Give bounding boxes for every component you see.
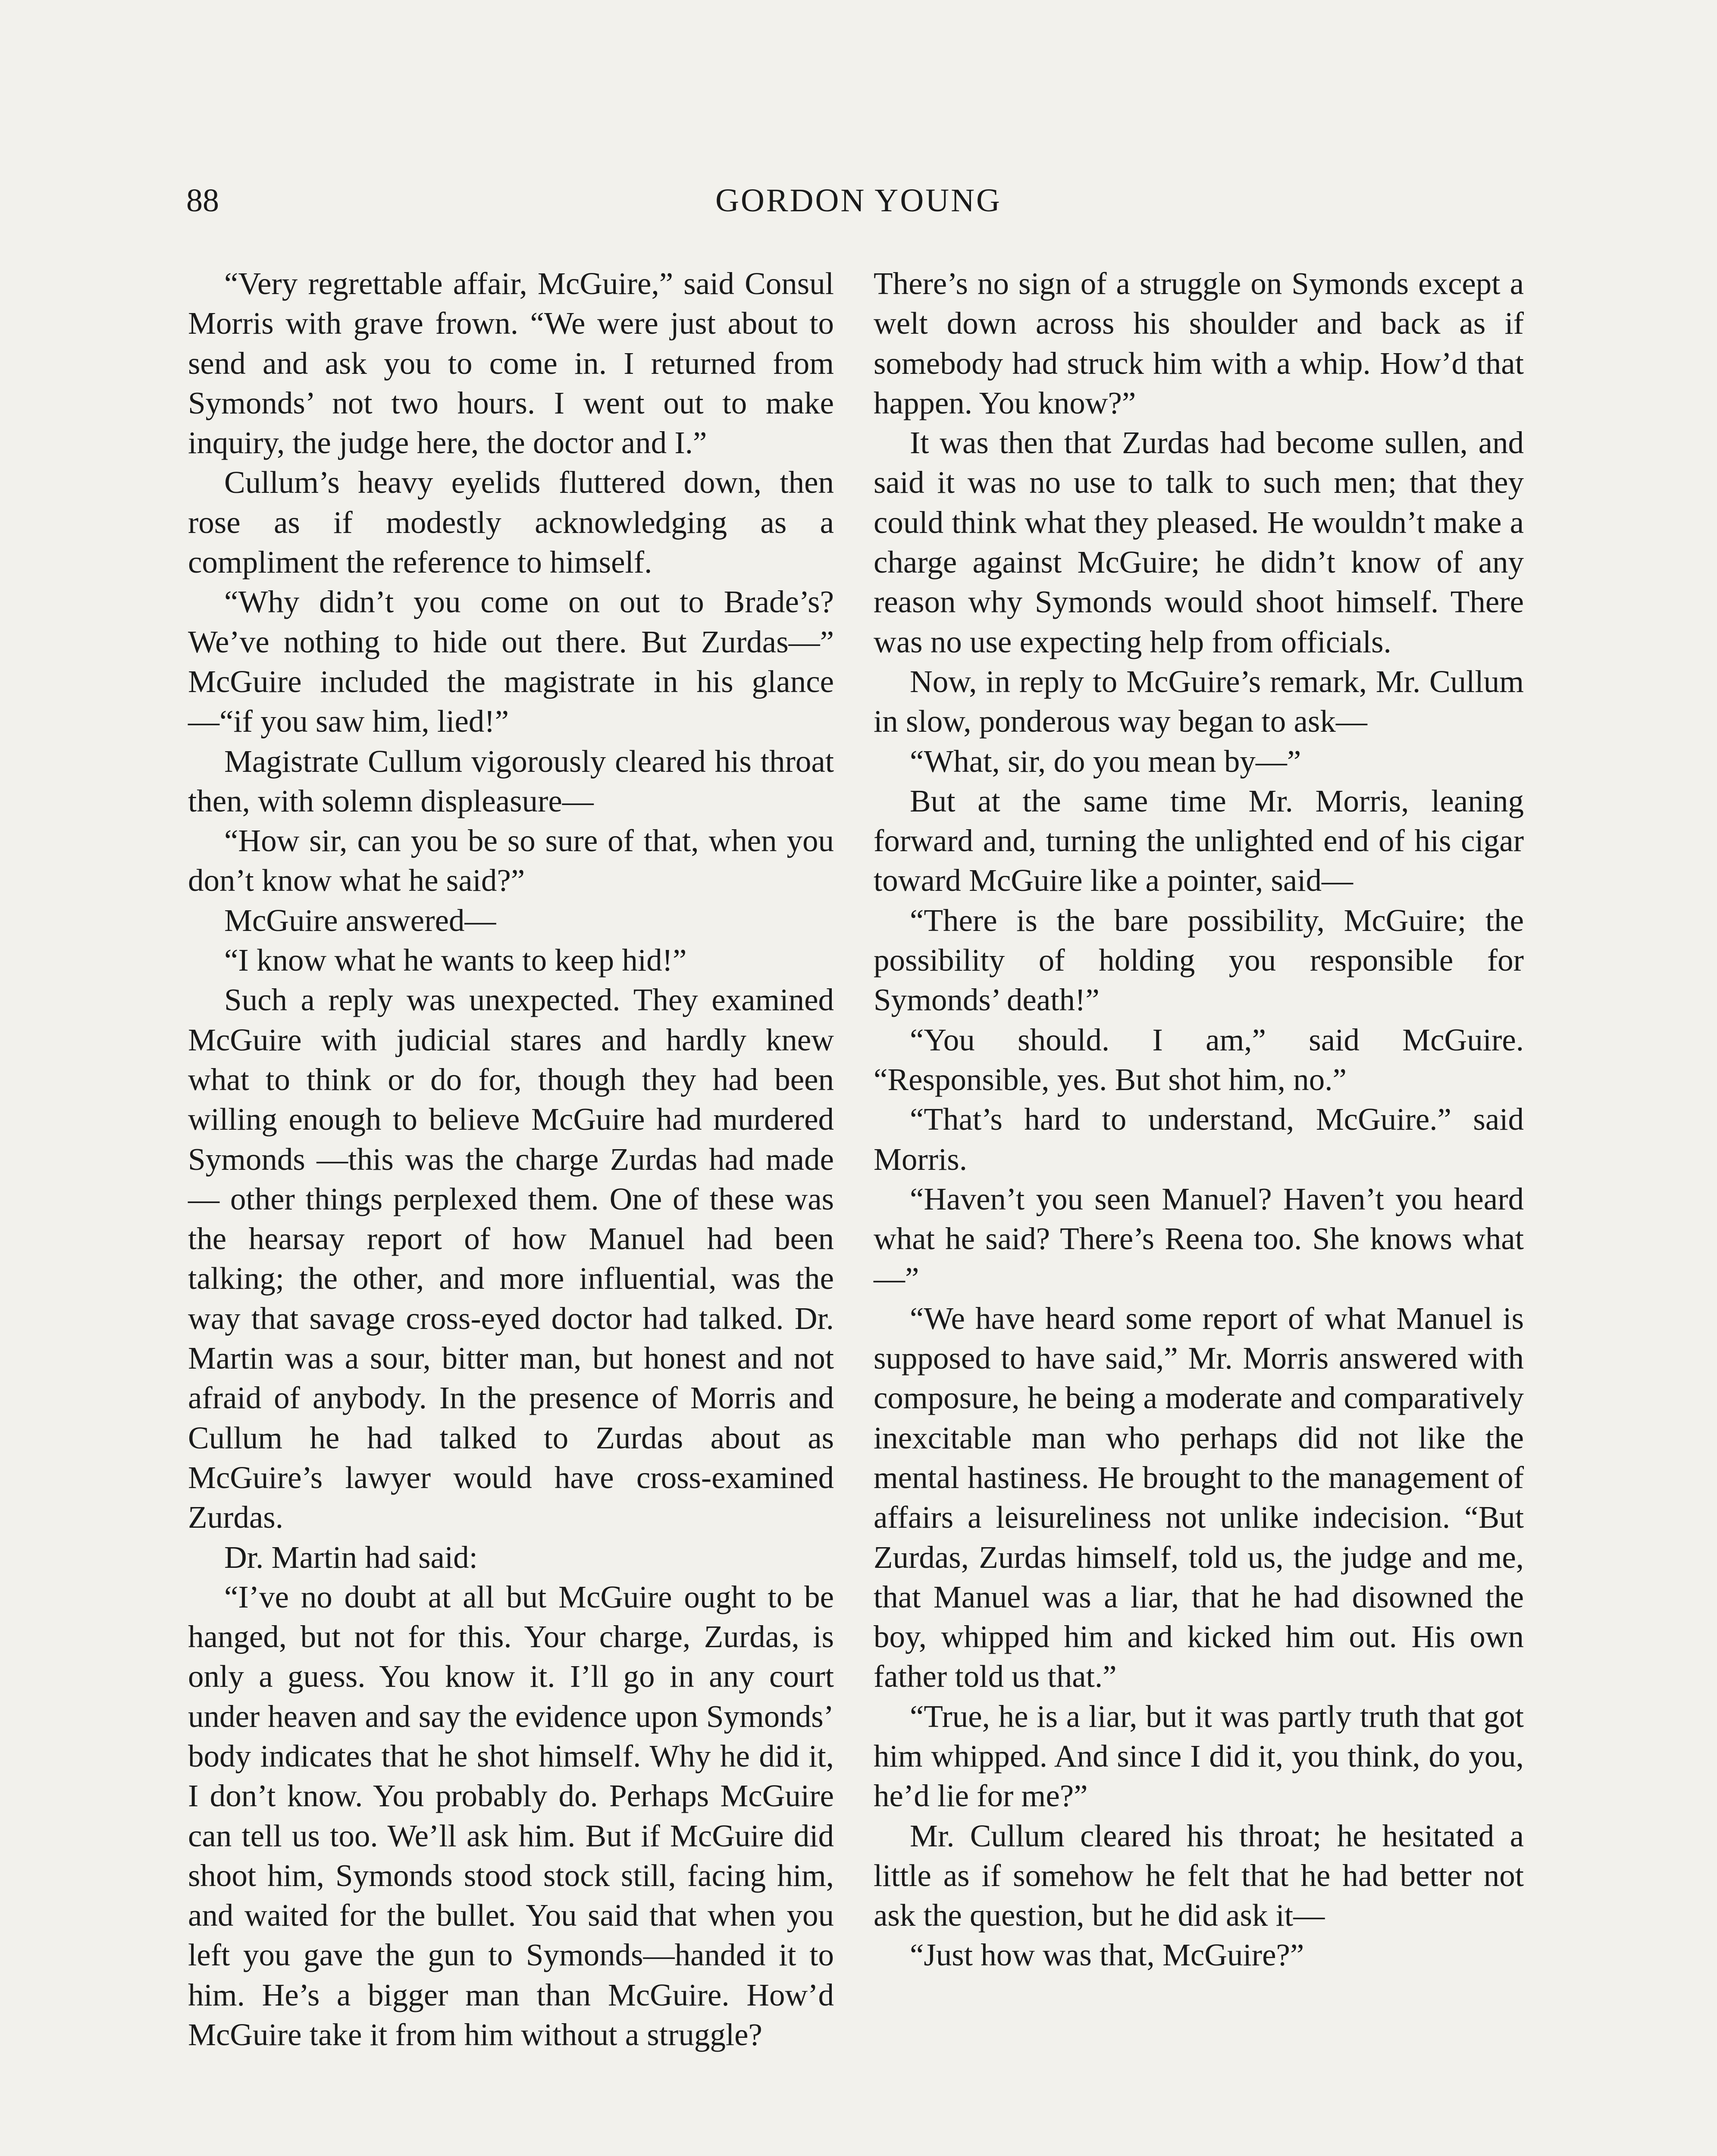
paragraph: McGuire answered— (224, 903, 496, 938)
paragraph: “I’ve no doubt at all but McGuire ought to be hanged, but not for this. Your charge, Zurdas, is only a guess. You know it. I’ll go in any court under heaven and say the evidence upon Symonds’ body indicates that he shot himself. Why he did it, I don’t know. You probably do. Perhaps McGuire can tell us too. We’ll ask him. But if McGuire did shoot him, Symonds stood stock still, facing him, and waited for the bullet. You said that when you left you gave the gun to Symonds—handed it to him. He’s a bigger man than McGuire. How’d McGuire take it from him without a struggle? (188, 1579, 834, 2053)
paragraph: “You should. I am,” said McGuire. “Responsible, yes. But shot him, no.” (874, 1022, 1524, 1097)
paragraph: Mr. Cullum cleared his throat; he hesitated a little as if somehow he felt that he had better not ask the question, but he did ask it— (874, 1818, 1524, 1933)
paragraph-continuation: There’s no sign of a struggle on Symonds except a welt down across his shoulder and back as if somebody had struck him with a whip. How’d that happen. You know?” (874, 266, 1524, 420)
right-column (874, 264, 1524, 1975)
left-column (188, 264, 834, 2055)
paragraph: Magistrate Cullum vigorously cleared his throat then, with solemn displeasure— (188, 743, 834, 818)
paragraph: Cullum’s heavy eyelids fluttered down, then rose as if modestly acknowledging as a compliment the reference to himself. (188, 465, 834, 580)
paragraph: “That’s hard to understand, McGuire.” said Morris. (874, 1102, 1524, 1177)
paragraph: “True, he is a liar, but it was partly truth that got him whipped. And since I did it, you think, do you, he’d lie for me?” (874, 1698, 1524, 1814)
paragraph: “Just how was that, McGuire?” (910, 1937, 1304, 1973)
paragraph: Now, in reply to McGuire’s remark, Mr. Cullum in slow, ponderous way began to ask— (874, 664, 1524, 739)
paragraph: Dr. Martin had said: (224, 1539, 478, 1575)
paragraph: “Very regrettable affair, McGuire,” said Consul Morris with grave frown. “We were just about to send and ask you to come in. I returned from Symonds’ not two hours. I went out to make inquiry, the judge here, the doctor and I.” (188, 266, 834, 461)
paragraph: “What, sir, do you mean by—” (910, 743, 1301, 779)
paragraph: “We have heard some report of what Manuel is supposed to have said,” Mr. Morris answered with composure, he being a moderate and comparatively inexcitable man who perhaps did not like the mental hastiness. He brought to the management of affairs a leisureliness not unlike indecision. “But Zurdas, Zurdas himself, told us, the judge and me, that Manuel was a liar, that he had disowned the boy, whipped him and kicked him out. His own father told us that.” (874, 1300, 1524, 1694)
running-head: GORDON YOUNG (715, 182, 1002, 219)
paragraph: It was then that Zurdas had become sullen, and said it was no use to talk to such men; that they could think what they pleased. He wouldn’t make a charge against McGuire; he didn’t know of any reason why Symonds would shoot himself. There was no use expecting help from officials. (874, 425, 1524, 659)
paragraph: But at the same time Mr. Morris, leaning forward and, turning the unlighted end of his cigar toward McGuire like a pointer, said— (874, 783, 1524, 898)
page-number: 88 (186, 182, 219, 219)
paragraph: “Why didn’t you come on out to Brade’s? We’ve nothing to hide out there. But Zurdas—” McGuire included the magistrate in his glance—“if you saw him, lied!” (188, 584, 834, 739)
paragraph: “I know what he wants to keep hid!” (224, 943, 687, 978)
paragraph: “How sir, can you be so sure of that, when you don’t know what he said?” (188, 823, 834, 898)
paragraph: “There is the bare possibility, McGuire; the possibility of holding you responsible for Symonds’ death!” (874, 903, 1524, 1018)
paragraph: “Haven’t you seen Manuel? Haven’t you heard what he said? There’s Reena too. She knows what—” (874, 1181, 1524, 1296)
paragraph: Such a reply was unexpected. They examined McGuire with judicial stares and hardly knew what to think or do for, though they had been willing enough to believe McGuire had murdered Symonds —this was the charge Zurdas had made— other things perplexed them. One of these was the hearsay report of how Manuel had been talking; the other, and more influential, was the way that savage cross-eyed doctor had talked. Dr. Martin was a sour, bitter man, but honest and not afraid of anybody. In the presence of Morris and Cullum he had talked to Zurdas about as McGuire’s lawyer would have cross-examined Zurdas. (188, 982, 834, 1535)
